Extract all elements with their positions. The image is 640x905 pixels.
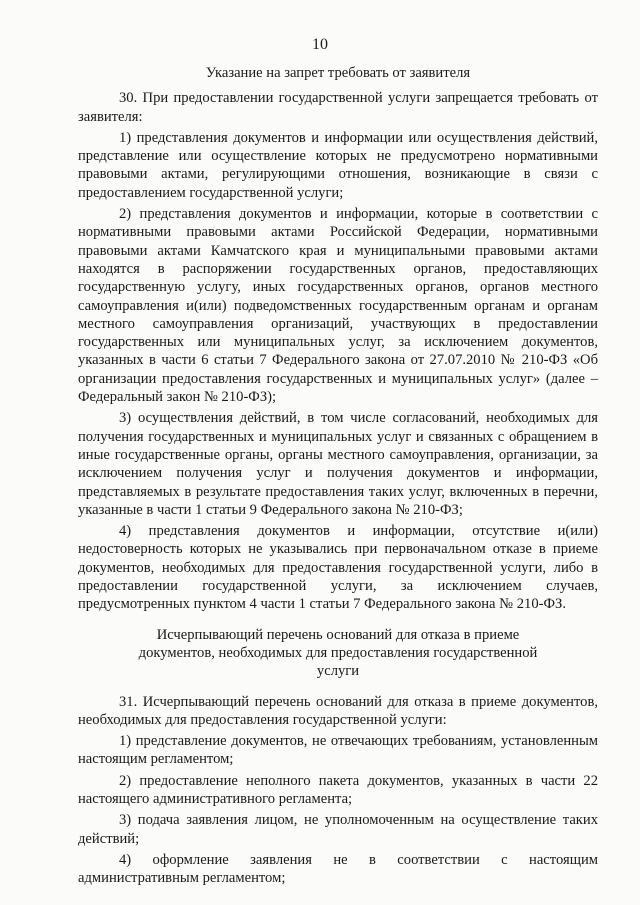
page-number: 10	[312, 36, 328, 53]
paragraph-30-intro: 30. При предоставлении государственной услуги запрещается требовать от заявителя:	[78, 90, 598, 125]
section-heading-prohibition: Указание на запрет требовать от заявителя	[205, 65, 471, 81]
paragraph-31-intro: 31. Исчерпывающий перечень оснований для отказа в приеме документов, необходимых для предоставления государственной услуги:	[78, 693, 598, 728]
heading-line: услуги	[316, 663, 360, 680]
heading-line: Исчерпывающий перечень оснований для отказа в приеме	[156, 626, 520, 643]
paragraph-31-item-1: 1) представление документов, не отвечающих требованиям, установленным настоящим регламентом;	[78, 733, 598, 768]
paragraph-30-item-2: 2) представления документов и информации, которые в соответствии с нормативными правовыми актами Российской Федерации, нормативными правовыми актами Камчатского края и муниципальными правовыми актами находятся в распоряжении государственных органов, предоставляющих государственную услугу, иных государственных органов, органов местного самоуправления и(или) подведомственных государственным органам и органам местного самоуправления организаций, участвующих в предоставлении государственных или муниципальных услуг, за исключением документов, указанных в части 6 статьи 7 Федерального закона от 27.07.2010 № 210-ФЗ «Об организации предоставления государственных и муниципальных услуг» (далее – Федеральный закон № 210-ФЗ);	[78, 206, 598, 406]
paragraph-30-item-4: 4) представления документов и информации, отсутствие и(или) недостоверность которых не указывались при первоначальном отказе в приеме документов, необходимых для предоставления государственной услуги, либо в предоставлении государственной услуги, за исключением случаев, предусмотренных пунктом 4 части 1 статьи 7 Федерального закона № 210-ФЗ.	[78, 523, 598, 613]
paragraph-31-item-4: 4) оформление заявления не в соответствии с настоящим административным регламентом;	[78, 851, 598, 887]
section-heading-refusal-grounds	[78, 626, 598, 681]
document-body	[78, 64, 598, 887]
paragraph-30-item-3: 3) осуществления действий, в том числе согласований, необходимых для получения государственных и муниципальных услуг и связанных с обращением в иные государственные органы, органы местного самоуправления, организации, за исключением получения услуг и получения документов и информации, представляемых в результате предоставления таких услуг, включенных в перечни, указанные в части 1 статьи 9 Федерального закона № 210-ФЗ;	[78, 410, 598, 518]
paragraph-31-item-2: 2) предоставление неполного пакета документов, указанных в части 22 настоящего административного регламента;	[78, 772, 598, 807]
heading-line: документов, необходимых для предоставления государственной	[138, 644, 538, 661]
paragraph-31-item-3: 3) подача заявления лицом, не уполномоченным на осуществление таких действий;	[78, 812, 598, 847]
paragraph-30-item-1: 1) представления документов и информации или осуществления действий, представление или осуществление которых не предусмотрено нормативными правовыми актами, регулирующими отношения, возникающие в связи с предоставлением государственной услуги;	[78, 129, 598, 201]
